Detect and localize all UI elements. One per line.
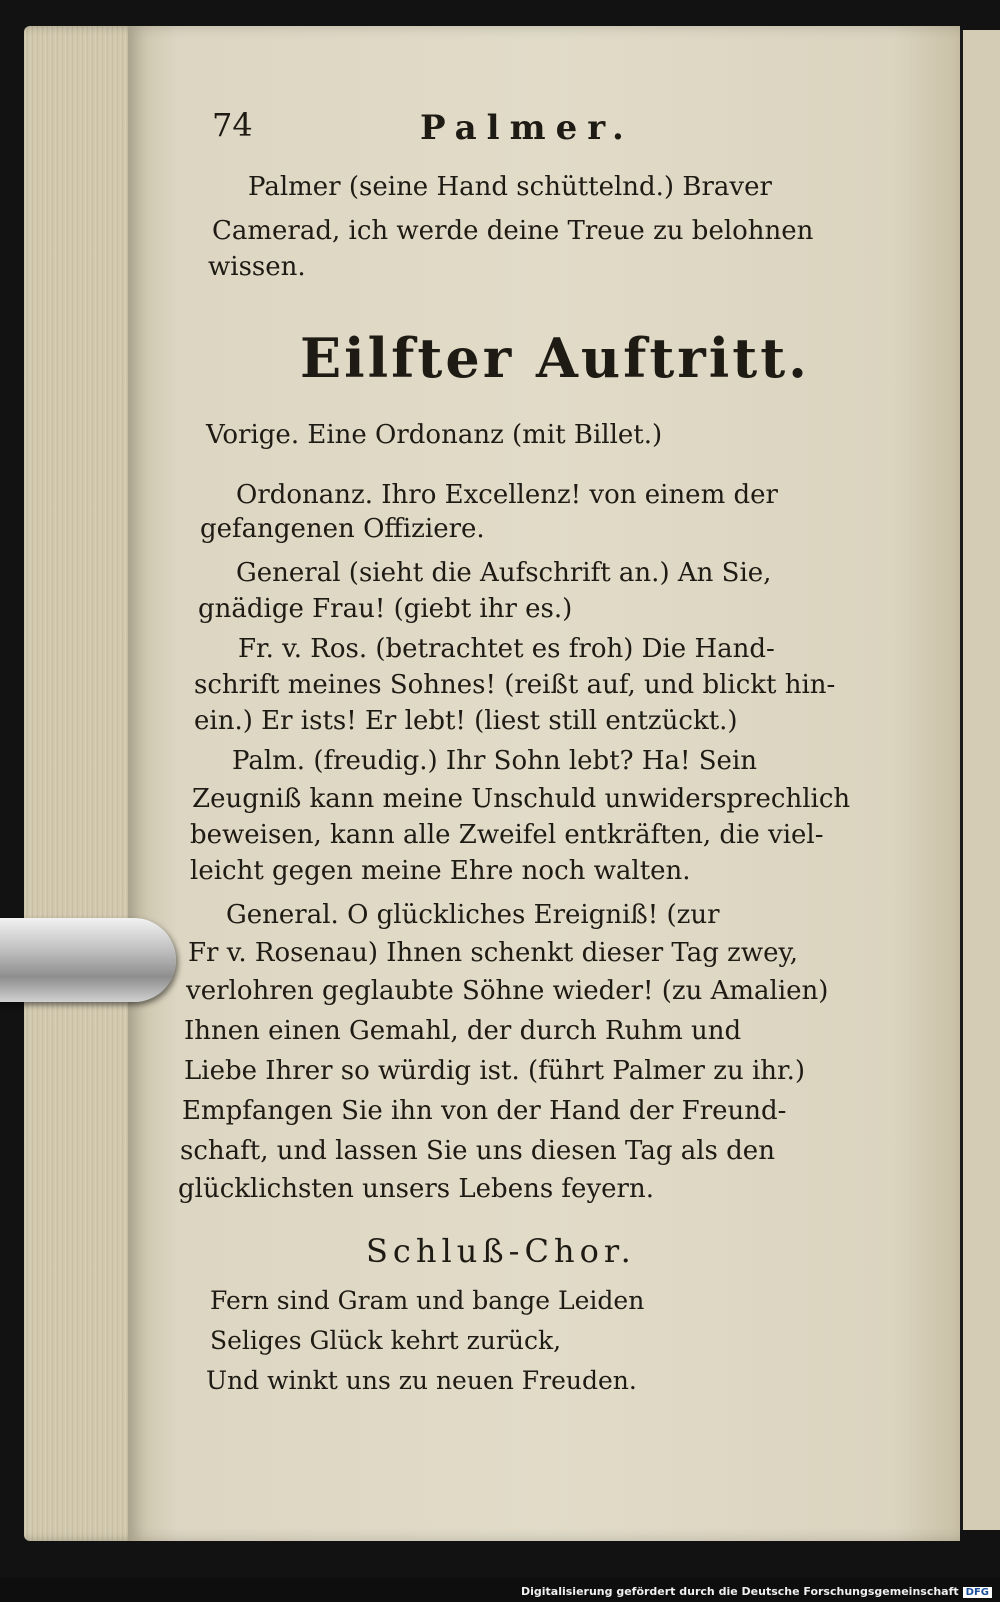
text-line: gnädige Frau! (giebt ihr es.): [198, 594, 573, 624]
text-line: Empfangen Sie ihn von der Hand der Freund-: [182, 1096, 787, 1126]
text-line: Ordonanz. Ihro Excellenz! von einem der: [236, 480, 778, 510]
text-line: gefangenen Offiziere.: [200, 514, 485, 544]
book-page-edges: [24, 26, 142, 1541]
text-line: beweisen, kann alle Zweifel entkräften, die viel-: [190, 820, 824, 850]
text-line: Camerad, ich werde deine Treue zu belohnen: [212, 216, 814, 246]
text-line: schrift meines Sohnes! (reißt auf, und blickt hin-: [194, 670, 836, 700]
verse-line: Fern sind Gram und bange Leiden: [210, 1286, 645, 1315]
text-line: Liebe Ihrer so würdig ist. (führt Palmer zu ihr.): [184, 1056, 806, 1086]
credit-text: Digitalisierung gefördert durch die Deutsche Forschungsgemeinschaft: [520, 1585, 959, 1598]
text-line: Ihnen einen Gemahl, der durch Ruhm und: [184, 1016, 742, 1046]
text-line: Vorige. Eine Ordonanz (mit Billet.): [206, 420, 663, 450]
text-line: Palm. (freudig.) Ihr Sohn lebt? Ha! Sein: [232, 746, 758, 776]
text-line: wissen.: [208, 252, 306, 282]
scene-title: Eilfter Auftritt.: [300, 326, 810, 390]
running-head: Palmer.: [420, 108, 634, 148]
text-line: leicht gegen meine Ehre noch walten.: [190, 856, 691, 886]
text-line: glücklichsten unsers Lebens feyern.: [178, 1174, 654, 1204]
text-line: verlohren geglaubte Söhne wieder! (zu Amalien): [186, 976, 829, 1006]
text-line: Zeugniß kann meine Unschuld unwidersprechlich: [192, 784, 851, 814]
digitization-credit: [521, 1585, 992, 1598]
dfg-logo: DFG: [963, 1587, 992, 1598]
text-line: General (sieht die Aufschrift an.) An Sie,: [236, 558, 772, 588]
verse-line: Und winkt uns zu neuen Freuden.: [206, 1366, 637, 1395]
text-line: Palmer (seine Hand schüttelnd.) Braver: [248, 172, 772, 202]
facing-page-edge: [960, 30, 1000, 1530]
text-line: schaft, und lassen Sie uns diesen Tag als den: [180, 1136, 775, 1166]
text-line: Fr v. Rosenau) Ihnen schenkt dieser Tag zwey,: [188, 938, 798, 968]
text-line: Fr. v. Ros. (betrachtet es froh) Die Hand-: [238, 634, 775, 664]
page-number: 74: [212, 106, 253, 144]
text-line: General. O glückliches Ereigniß! (zur: [226, 900, 720, 930]
chorus-title: Schluß-Chor.: [366, 1232, 636, 1270]
verse-line: Seliges Glück kehrt zurück,: [210, 1326, 562, 1355]
page-clip: [0, 918, 176, 1002]
text-line: ein.) Er ists! Er lebt! (liest still entzückt.): [194, 706, 738, 736]
